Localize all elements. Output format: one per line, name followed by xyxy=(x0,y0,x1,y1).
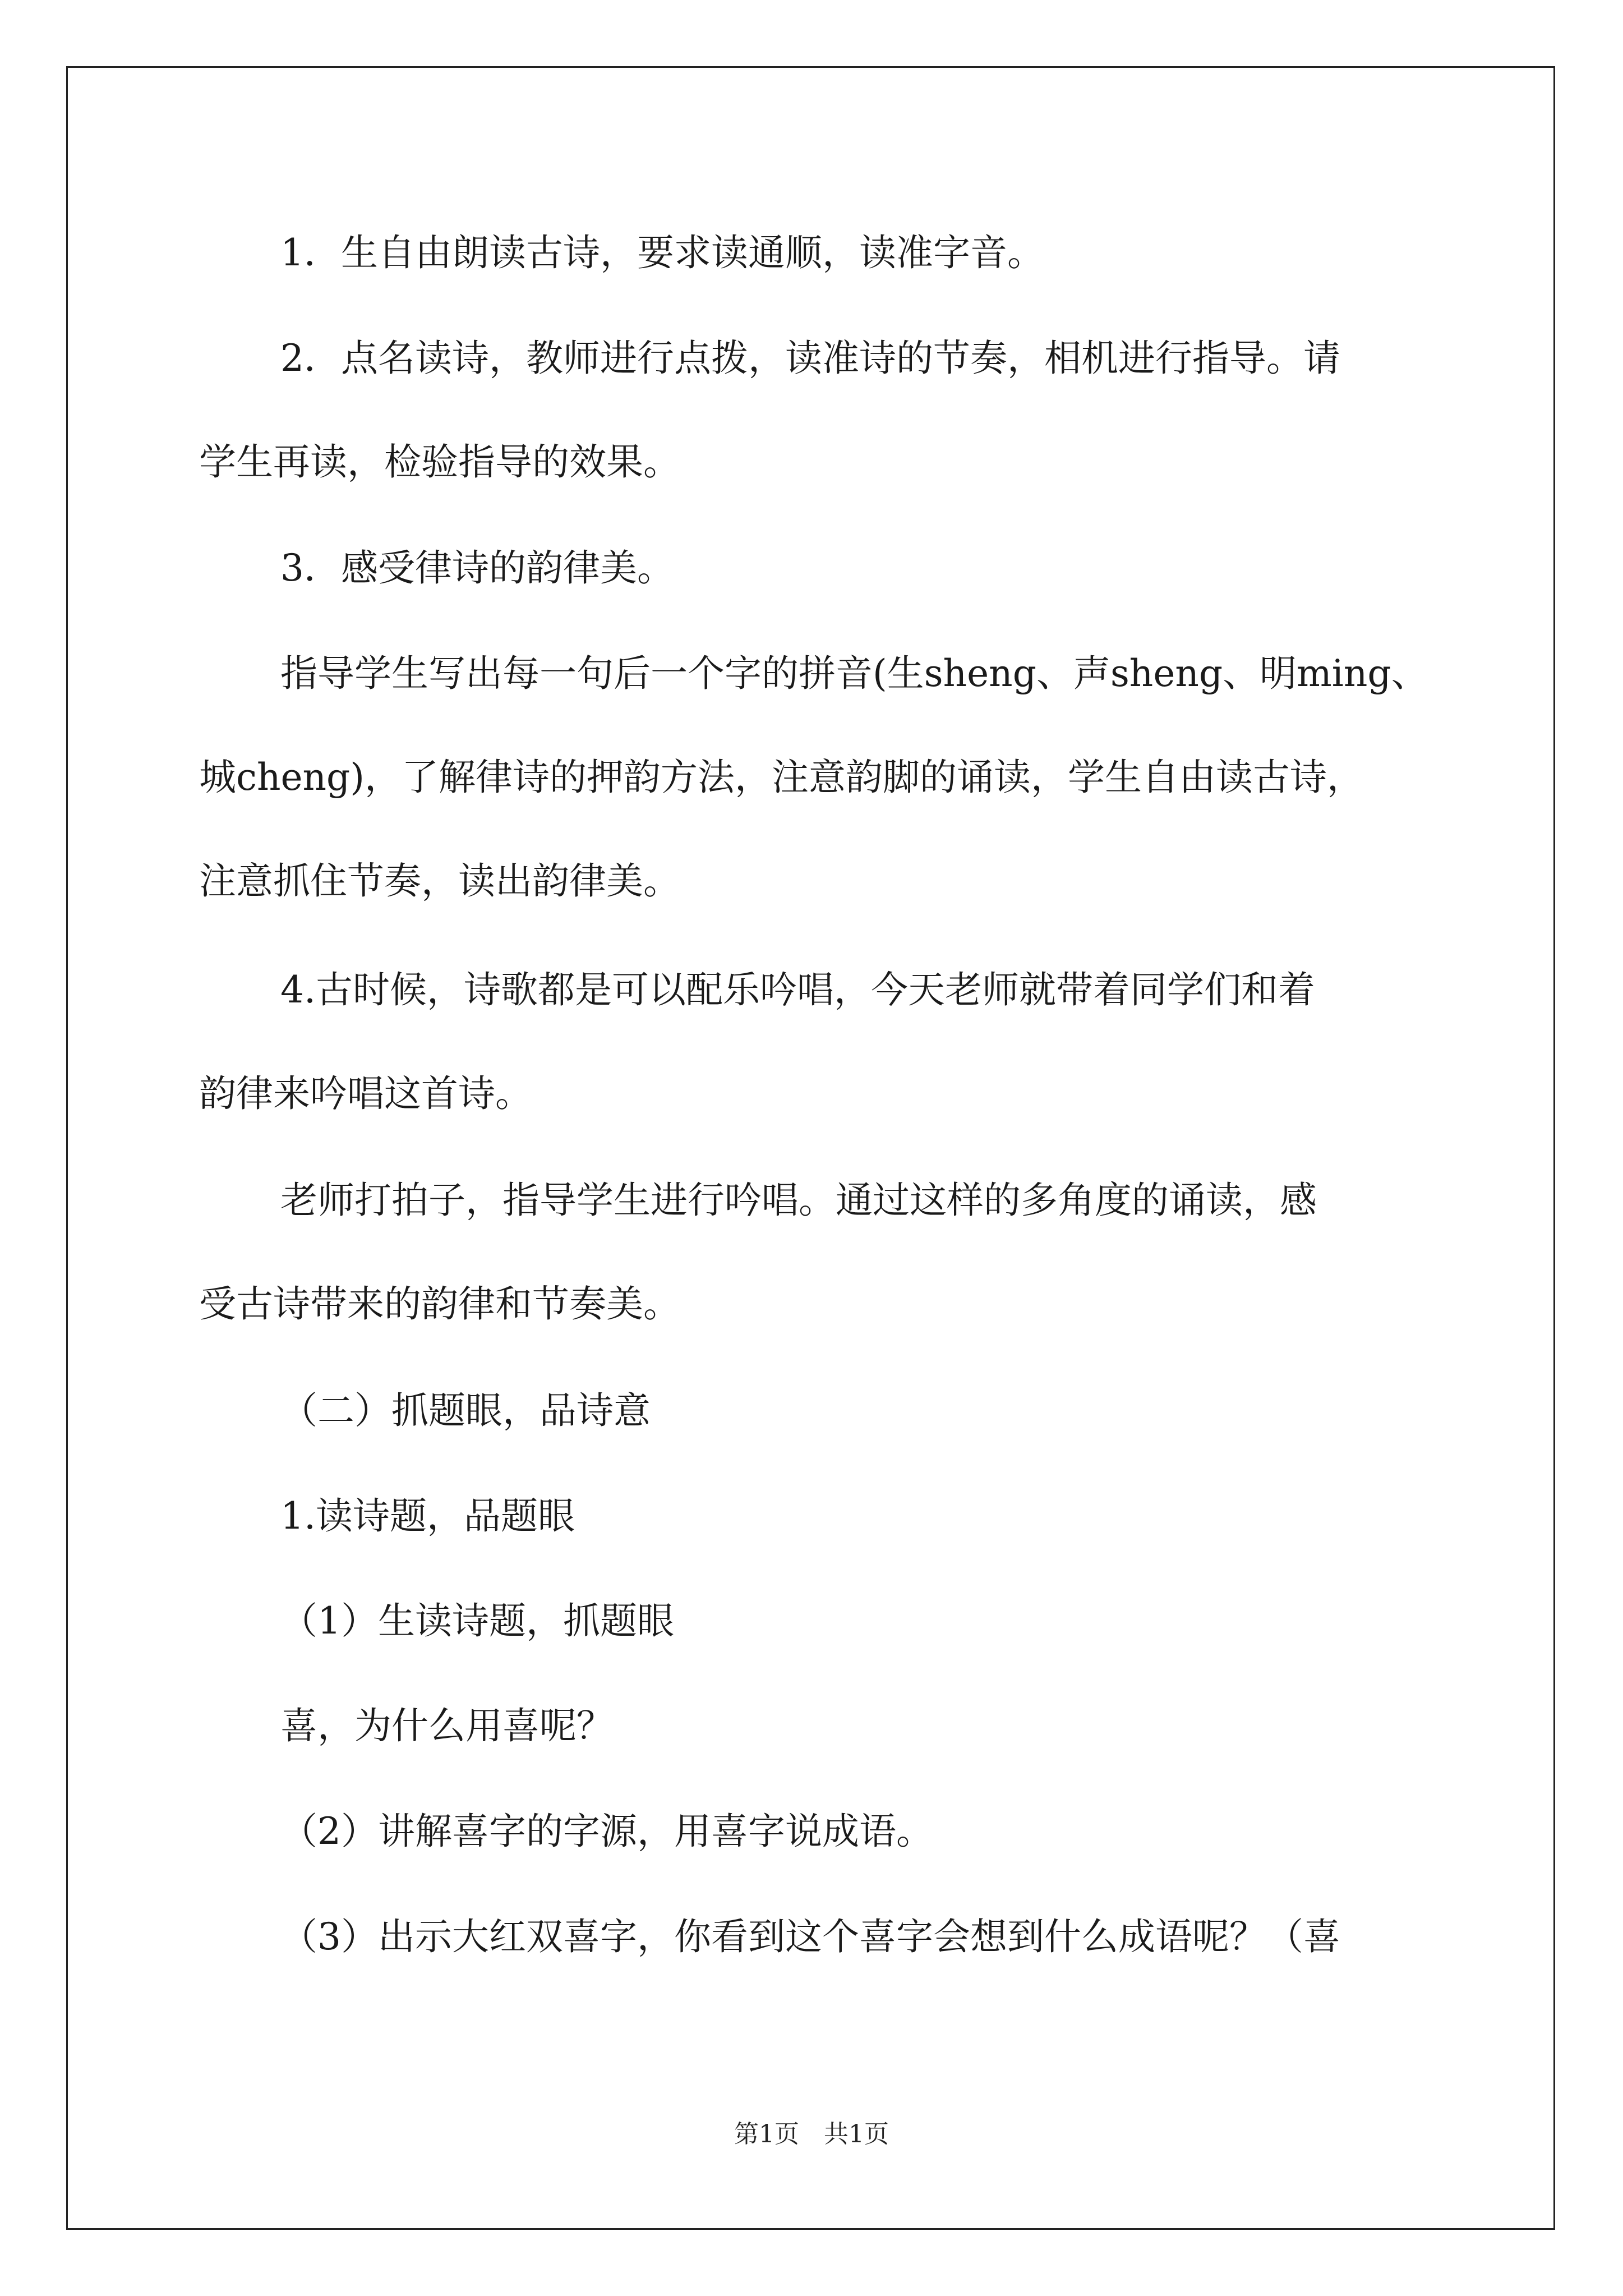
paragraph-line: 3．感受律诗的韵律美。 xyxy=(280,546,674,590)
paragraph-line: 指导学生写出每一句后一个字的拼音(生sheng、声sheng、明ming、 xyxy=(280,652,1428,695)
paragraph-1 xyxy=(199,231,1430,274)
paragraph-11 xyxy=(199,1810,1430,1853)
paragraph-10 xyxy=(199,1704,1430,1747)
paragraph-line: 1.读诗题，品题眼 xyxy=(280,1494,575,1538)
paragraph-line: （二）抓题眼，品诗意 xyxy=(280,1389,651,1432)
paragraph-3 xyxy=(199,546,1430,590)
paragraph-4 xyxy=(199,652,1430,903)
paragraph-line: 2．点名读诗，教师进行点拨，读准诗的节奏，相机进行指导。请 xyxy=(280,337,1340,380)
paragraph-line: （2）讲解喜字的字源，用喜字说成语。 xyxy=(280,1810,933,1853)
paragraph-line: 学生再读，检验指导的效果。 xyxy=(199,440,680,484)
paragraph-6 xyxy=(199,1179,1430,1326)
paragraph-line: 喜，为什么用喜呢？ xyxy=(280,1704,614,1747)
paragraph-line: （3）出示大红双喜字，你看到这个喜字会想到什么成语呢？（喜 xyxy=(280,1915,1340,1958)
paragraph-line: （1）生读诗题，抓题眼 xyxy=(280,1599,674,1642)
paragraph-line: 注意抓住节奏，读出韵律美。 xyxy=(199,859,680,903)
page-footer: 第1页 共1页 xyxy=(734,2120,889,2148)
paragraph-9 xyxy=(199,1599,1430,1642)
paragraph-line: 韵律来吟唱这首诗。 xyxy=(199,1072,532,1115)
paragraph-5 xyxy=(199,968,1430,1115)
paragraph-8 xyxy=(199,1494,1430,1538)
paragraph-line: 受古诗带来的韵律和节奏美。 xyxy=(199,1282,680,1326)
paragraph-line: 老师打拍子，指导学生进行吟唱。通过这样的多角度的诵读，感 xyxy=(280,1179,1317,1222)
paragraph-2 xyxy=(199,337,1430,484)
paragraph-12 xyxy=(199,1915,1430,1958)
paragraph-7 xyxy=(199,1389,1430,1432)
paragraph-line: 1．生自由朗读古诗，要求读通顺，读准字音。 xyxy=(280,231,1044,274)
paragraph-line: 城cheng)，了解律诗的押韵方法，注意韵脚的诵读，学生自由读古诗， xyxy=(199,756,1364,799)
paragraph-line: 4.古时候，诗歌都是可以配乐吟唱，今天老师就带着同学们和着 xyxy=(280,968,1315,1011)
